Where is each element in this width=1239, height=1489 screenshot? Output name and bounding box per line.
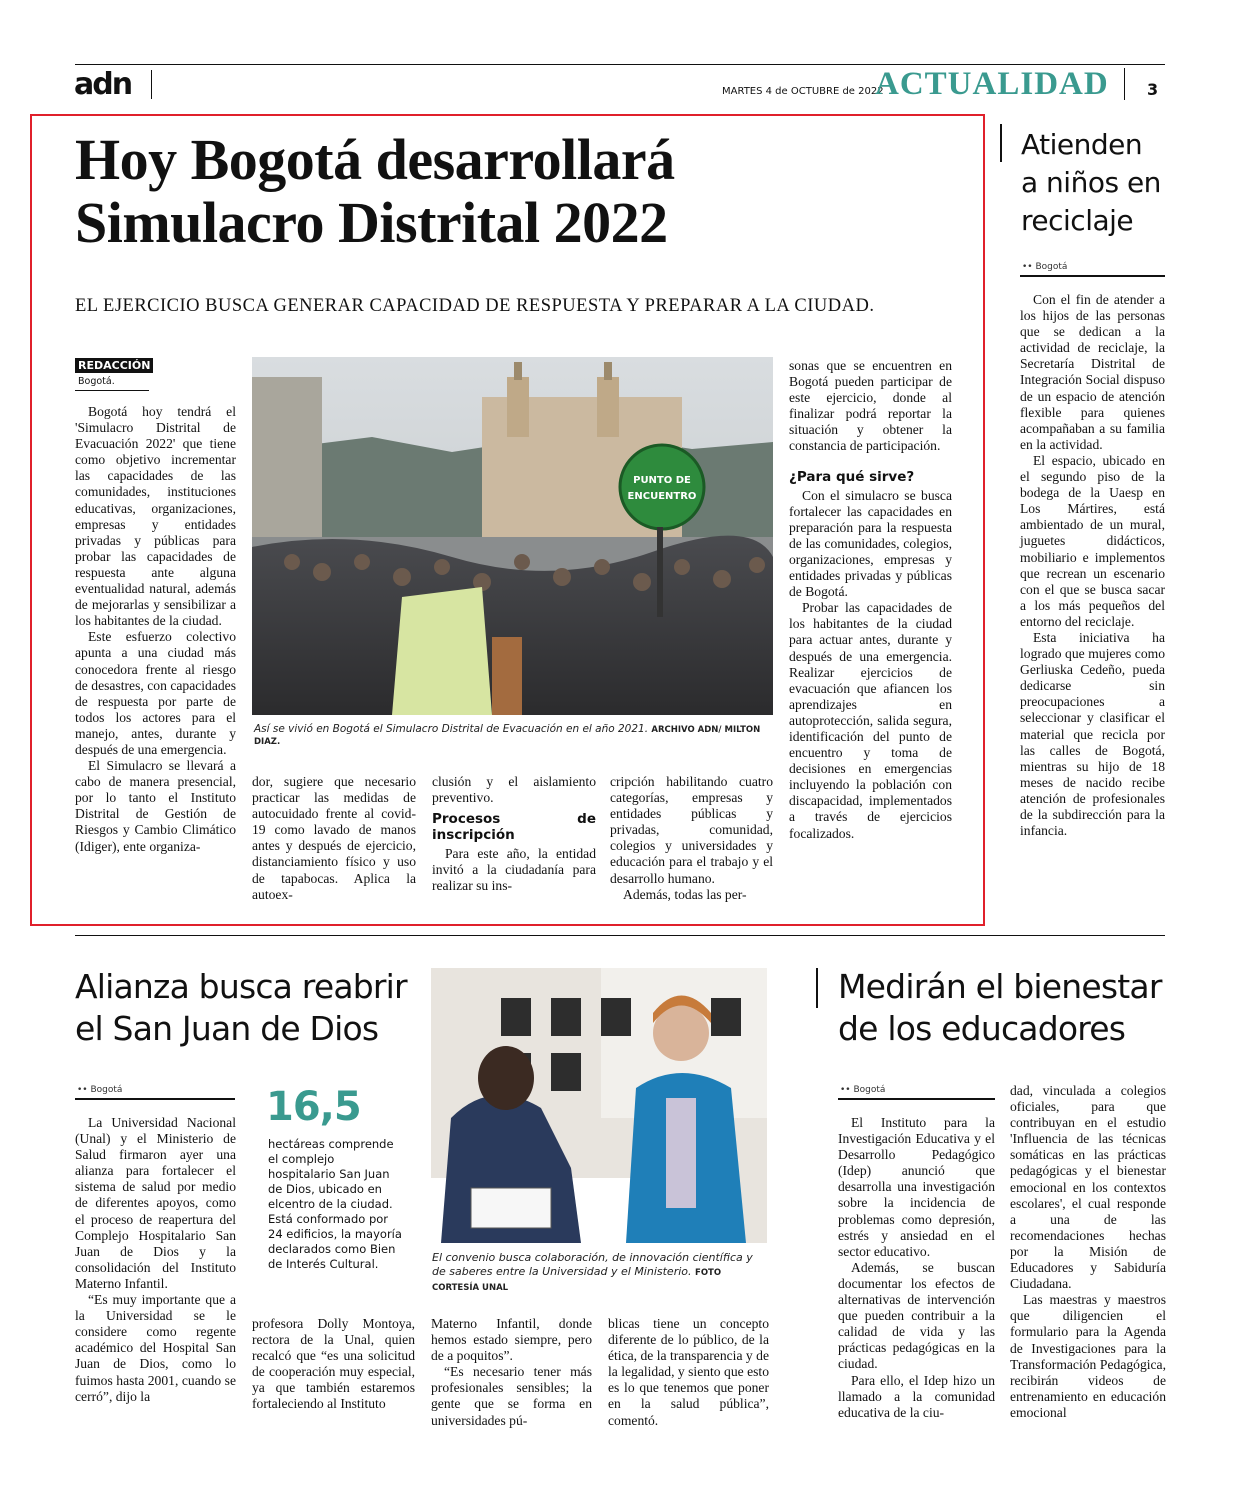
- headline-line-2: Simulacro Distrital 2022: [75, 190, 668, 255]
- main-col-5: sonas que se encuentren en Bogotá pueden participar de este ejercicio, donde al finalizar podrá reportar la situación y obtener la constancia de participación. ¿Para qué sirve? Con el simulacro se busca fortalecer las capacidades en preparación para la respuesta de las comunidades, colegios, organizaciones, empresas y entidades privadas y públicas de Bogotá. Probar las capacidades de los habitantes de la ciudad para actuar antes, durante y después de una emergencia. Realizar ejercicios de evacuación que afiancen los aprendizajes en autoprotección, salida segura, identificación del punto de encuentro y toma de decisiones en emergencias incluyendo la población con discapacidad, implementados a través de ejercicios focalizados.: [789, 358, 952, 841]
- educators-headline-line-1: Medirán el bienestar: [838, 967, 1162, 1006]
- bullet-icon: ••: [1022, 262, 1036, 272]
- main-col-2: dor, sugiere que necesario practicar las medidas de autocuidado frente al covid-19 como lavado de manos antes y después de ejercicio, distanciamiento físico y uso de tapabocas. Aplica la autoex-: [252, 774, 416, 902]
- main-col-1: Bogotá hoy tendrá el 'Simulacro Distrital de Evacuación 2022' que tiene como objetivo incrementar las capacidades de las comunidades, instituciones educativas, organizaciones, empresas y entidades privadas y públicas para probar las capacidades de respuesta ante alguna eventualidad natural, además de mejorarlas y sensibilizar a los habitantes de la ciudad. Este esfuerzo colectivo apunta a una ciudad más conocedora frente al riesgo de desastres, con capacidades de respuesta por parte de todos los actores para el manejo, antes, durante y después de una emergencia. El Simulacro se llevará a cabo de manera presencial, por lo tanto el Instituto Distrital de Gestión de Riesgos y Cambio Climático (Idiger), ente organiza-: [75, 404, 236, 854]
- sidebar-headline: Atienden a niños en reciclaje: [1021, 128, 1161, 237]
- section-title: ACTUALIDAD: [875, 66, 1109, 102]
- sidebar-col: Con el fin de atender a los hijos de las personas que se dedican a la actividad de reciclaje, la Secretaría Distrital de Integración Social dispuso de un espacio de atención flexible para quienes acompañaban a su familia en la actividad. El espacio, ubicado en el segundo piso de la bodega de la Uaesp en Los Mártires, está ambientado de un mural, juguetes didácticos, mobiliario e implementos que recrean un escenario con el que se busca sacar a los más pequeños del entorno del reciclaje. Esta iniciativa ha logrado que mujeres como Gerliuska Cedeño, pueda dedicarse sin preocupaciones a seleccionar y clasificar el material que recicla por las calles de Bogotá, mientras su hijo de 18 meses de nacido recibe atención de profesionales de la subdirección para la infancia.: [1020, 292, 1165, 839]
- alliance-headline-line-1: Alianza busca reabrir: [75, 967, 407, 1006]
- alliance-col-4: blicas tiene un concepto diferente de lo público, de la ética, de la transparencia y de la legalidad, y siento que esto es lo que tenemos que poner en la salud pública”, comentó.: [608, 1316, 769, 1428]
- stat-text: hectáreas comprende el complejo hospitalario San Juan de Dios, ubicado en elcentro de la ciudad. Está conformado por 24 edificios, la mayoría declarados como Bien de Interés Cultural.: [268, 1137, 402, 1271]
- educators-col-2: dad, vinculada a colegios oficiales, para que contribuyan en el estudio 'Influencia de las técnicas somáticas en las prácticas pedagógicas y el bienestar emocional en los contextos escolares', el cual responde a una de las recomendaciones hechas por la Misión de Educadores y Sabiduría Ciudadana. Las maestras y maestros que diligencien el formulario para la Agenda de Investigaciones para la Transformación Pedagógica, recibirán videos de entrenamiento en educación emocional: [1010, 1083, 1166, 1420]
- subhead-para-que-sirve: ¿Para qué sirve?: [789, 468, 915, 485]
- educators-headline-line-2: de los educadores: [838, 1009, 1126, 1048]
- bullet-icon: ••: [840, 1085, 854, 1095]
- educators-col-1: El Instituto para la Investigación Educativa y el Desarrollo Pedagógico (Idep) anunció que desarrolla una investigación sobre la incidencia de problemas como depresión, estrés y ansiedad en el sector educativo. Además, se buscan documentar los efectos de alternativas de intervención que pueden contribuir a la calidad de vida y las prácticas pedagógicas en la ciudad. Para ello, el Idep hizo un llamado a la comunidad educativa de la ciu-: [838, 1115, 995, 1420]
- sidebar-tag: •• Bogotá: [1022, 262, 1068, 272]
- main-col-3: clusión y el aislamiento preventivo. Procesos de inscripción Para este año, la entidad invitó a la ciudadanía para realizar su ins-: [432, 774, 596, 894]
- svg-text:PUNTO DE: PUNTO DE: [633, 475, 691, 486]
- headline-line-1: Hoy Bogotá desarrollará: [75, 127, 675, 192]
- main-headline: [75, 128, 675, 254]
- signing-ceremony-photo: [431, 968, 767, 1243]
- alliance-photo: [431, 968, 767, 1243]
- issue-date: MARTES 4 de OCTUBRE de 2022: [722, 86, 884, 97]
- alliance-tag: •• Bogotá: [77, 1085, 123, 1095]
- evacuation-drill-photo: [252, 357, 773, 715]
- bullet-icon: ••: [77, 1085, 91, 1095]
- caption-text: El convenio busca colaboración, de innovación científica y de saberes entre la Universidad y el Ministerio.: [432, 1251, 753, 1278]
- adn-logo: adn: [74, 67, 132, 102]
- stat-number: 16,5: [266, 1084, 361, 1130]
- page-number: 3: [1147, 80, 1159, 99]
- alliance-col-1: La Universidad Nacional (Unal) y el Ministerio de Salud firmaron ayer una alianza para fortalecer el sistema de salud por medio de diferentes apoyos, como el proceso de reapertura del Complejo Hospitalario San Juan de Dios y la consolidación del Instituto Materno Infantil. “Es muy importante que a la Universidad se le considere como regente académico del Hospital San Juan de Dios, como lo fuimos hasta 2001, cuando se cerró”, dijo la: [75, 1115, 236, 1404]
- subhead-inscripcion: Procesos de inscripción: [432, 811, 596, 844]
- caption-credit: FOTO CORTESÍA UNAL: [432, 1268, 722, 1293]
- main-col-4: cripción habilitando cuatro categorías, empresas y entidades públicas y privadas, comunidad, colegios y universidades y educación para el trabajo y el desarrollo humano. Además, todas las per-: [610, 774, 773, 902]
- alliance-photo-caption: [432, 1251, 762, 1295]
- alliance-headline-line-2: el San Juan de Dios: [75, 1009, 379, 1048]
- main-photo-caption: [254, 723, 774, 747]
- educators-headline: [838, 966, 1162, 1050]
- main-deck: EL EJERCICIO BUSCA GENERAR CAPACIDAD DE RESPUESTA Y PREPARAR A LA CIUDAD.: [75, 296, 875, 316]
- caption-text: Así se vivió en Bogotá el Simulacro Distrital de Evacuación en el año 2021.: [254, 723, 649, 735]
- svg-text:ENCUENTRO: ENCUENTRO: [627, 491, 697, 502]
- dateline: Bogotá.: [78, 376, 115, 387]
- educators-tag: •• Bogotá: [840, 1085, 886, 1095]
- alliance-headline: [75, 966, 407, 1050]
- alliance-col-3: Materno Infantil, donde hemos estado siempre, pero de a poquitos”. “Es necesario tener más profesionales sensibles; la gente que se forma en universidades pú-: [431, 1316, 592, 1428]
- main-photo: [252, 357, 773, 715]
- caption-credit: ARCHIVO ADN/ MILTON DIAZ.: [254, 725, 761, 747]
- byline: REDACCIÓN: [75, 358, 153, 373]
- alliance-col-2: profesora Dolly Montoya, rectora de la Unal, quien recalcó que “es una solicitud de cooperación muy especial, ya que también estaremos fortaleciendo al Instituto: [252, 1316, 415, 1412]
